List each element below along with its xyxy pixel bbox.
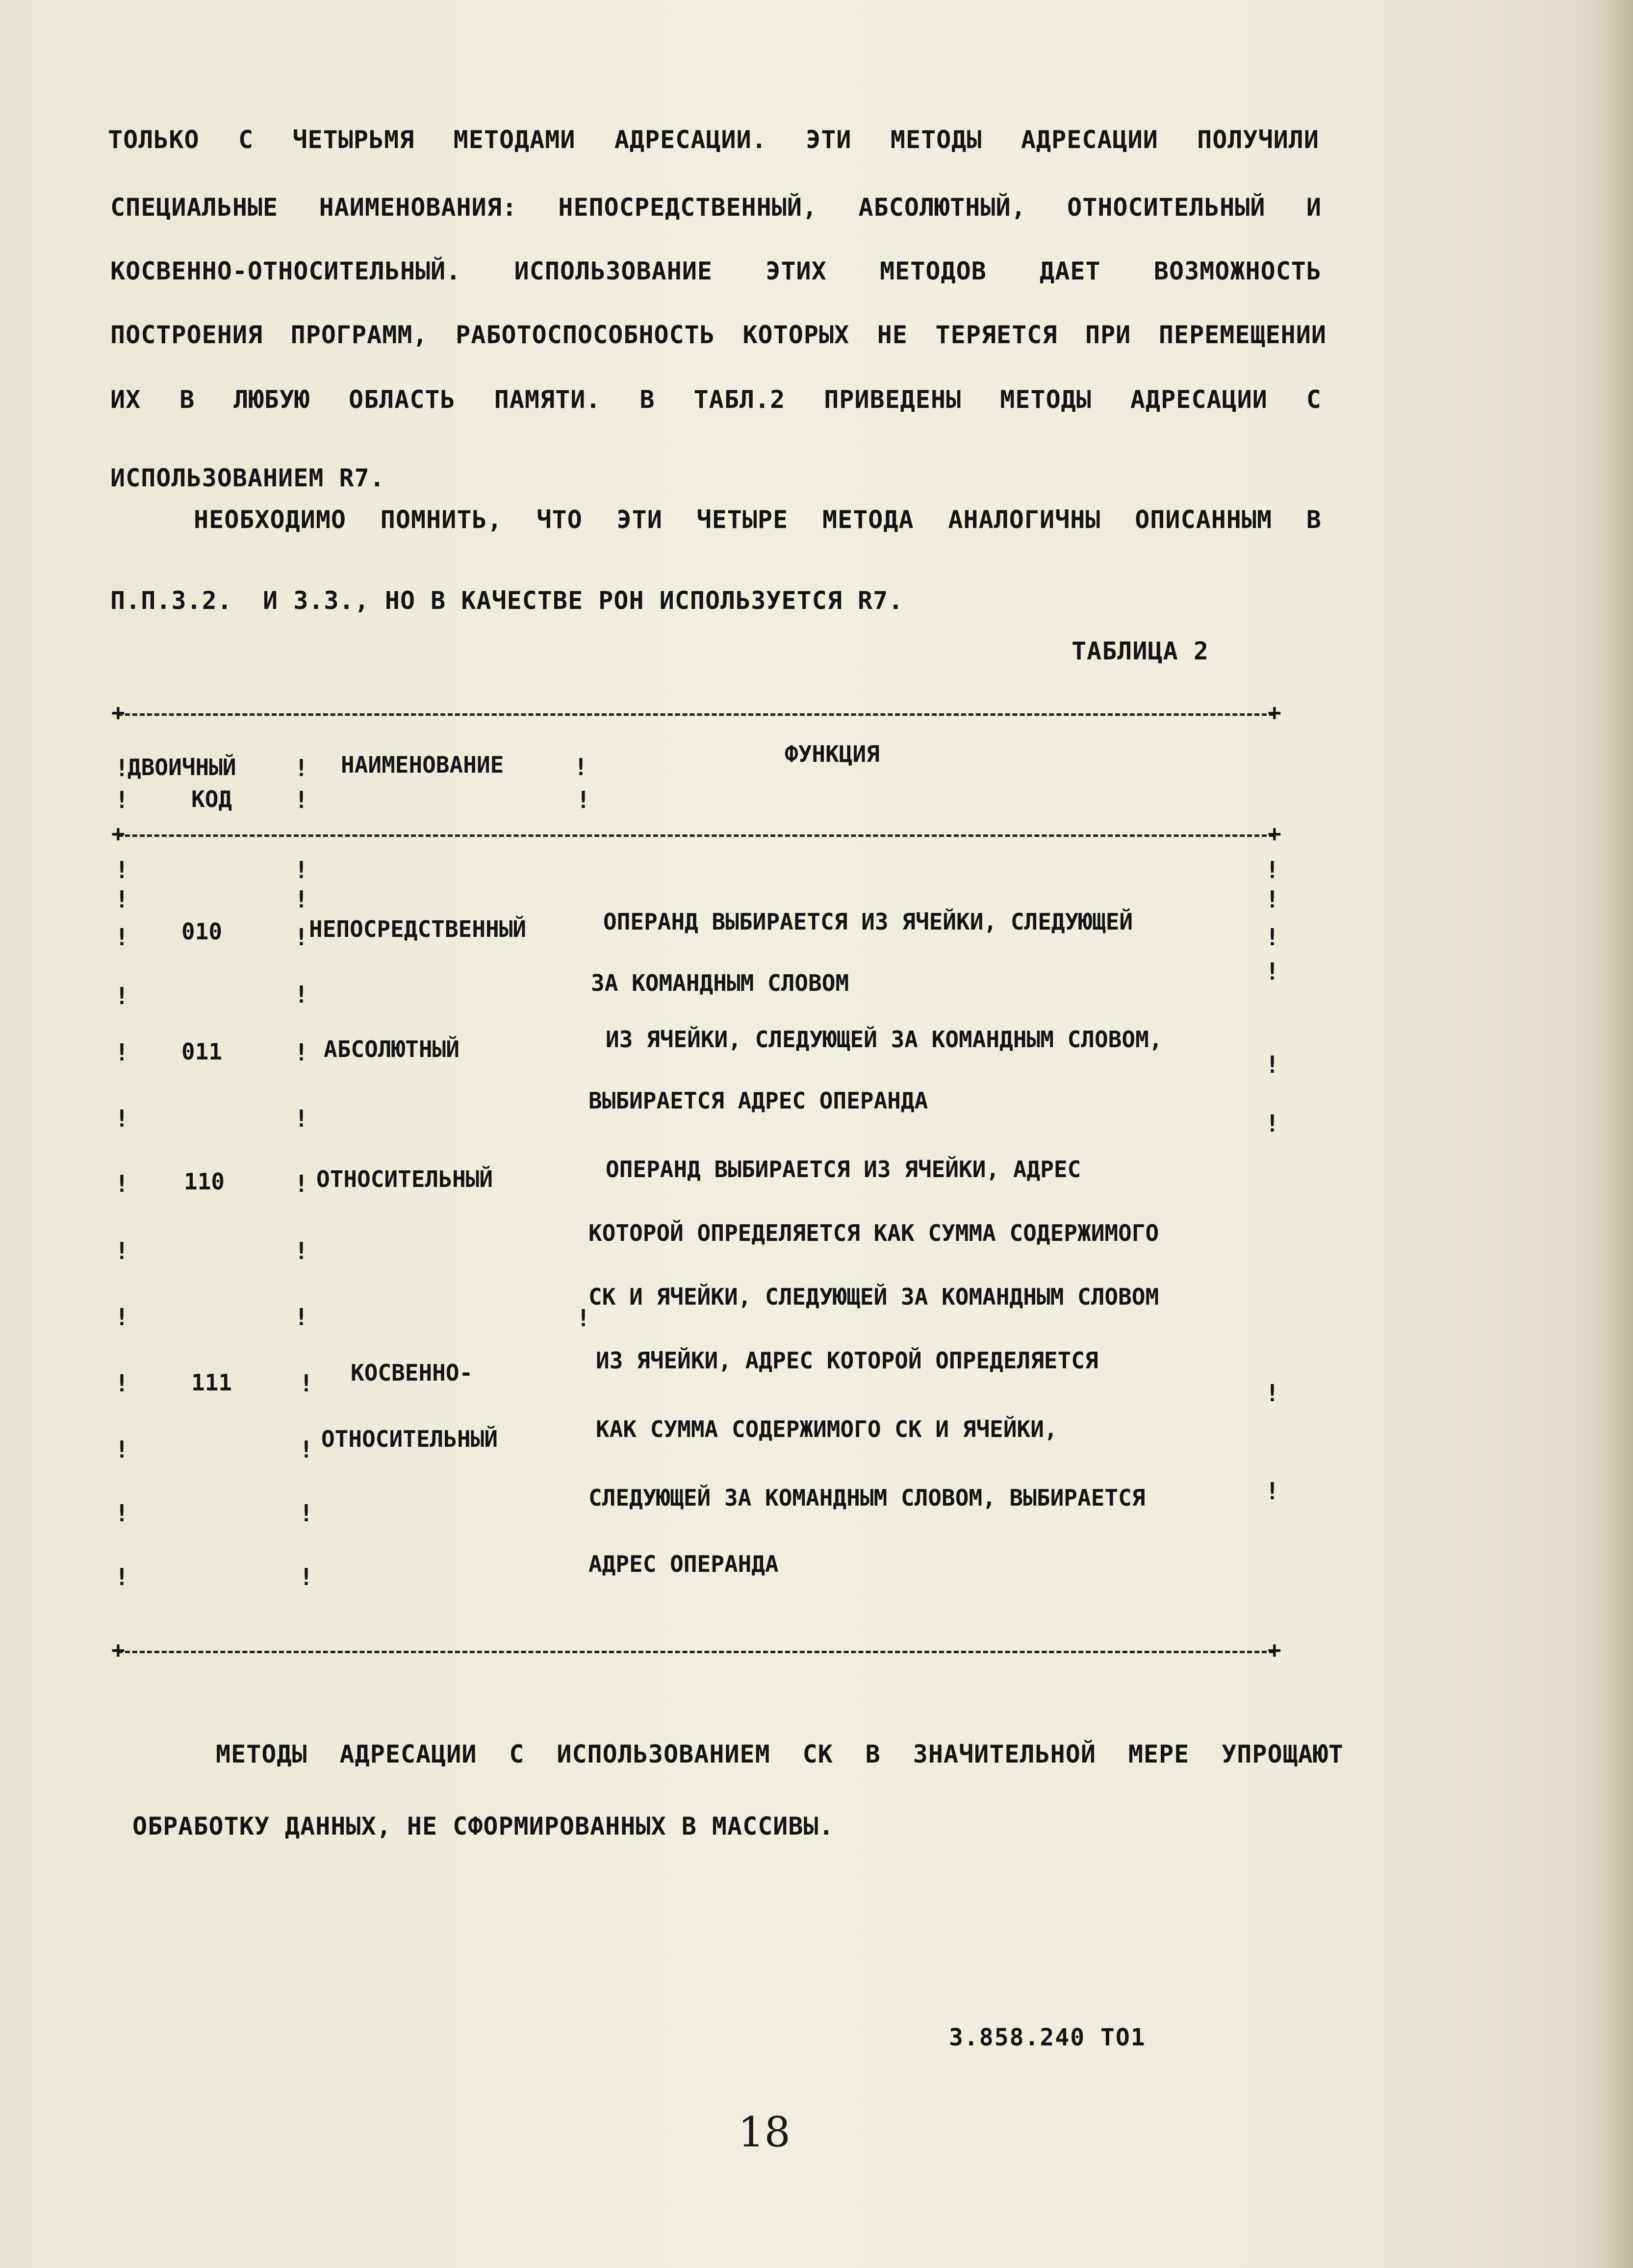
text-line: ПОСТРОЕНИЯ ПРОГРАММ, РАБОТОСПОСОБНОСТЬ КОТОРЫХ НЕ ТЕРЯЕТСЯ ПРИ ПЕРЕМЕЩЕНИИ: [110, 321, 1327, 349]
row-function-line: ИЗ ЯЧЕЙКИ, АДРЕС КОТОРОЙ ОПРЕДЕЛЯЕТСЯ: [596, 1347, 1098, 1374]
table-corner: +: [1268, 820, 1281, 847]
row-name: ОТНОСИТЕЛЬНЫЙ: [316, 1166, 493, 1192]
text-line: ИХ В ЛЮБУЮ ОБЛАСТЬ ПАМЯТИ. В ТАБЛ.2 ПРИВЕДЕНЫ МЕТОДЫ АДРЕСАЦИИ С: [110, 385, 1322, 414]
table-border-mark: !: [115, 1370, 129, 1397]
table-corner: +: [111, 1637, 125, 1663]
text-line: НЕОБХОДИМО ПОМНИТЬ, ЧТО ЭТИ ЧЕТЫРЕ МЕТОДА АНАЛОГИЧНЫ ОПИСАННЫМ В: [194, 505, 1322, 534]
table-border-mark: !: [574, 754, 588, 781]
table-border-mark: !: [1265, 924, 1279, 951]
table-border-mark: !: [115, 755, 129, 782]
table-border-mark: !: [294, 1039, 308, 1066]
row-function-line: АДРЕС ОПЕРАНДА: [588, 1551, 779, 1577]
row-name: НЕПОСРЕДСТВЕННЫЙ: [309, 916, 527, 942]
table-border-mark: !: [1265, 886, 1279, 913]
row-function-line: ВЫБИРАЕТСЯ АДРЕС ОПЕРАНДА: [588, 1087, 928, 1114]
table-border-mark: !: [294, 857, 308, 884]
table-border-mark: !: [294, 886, 308, 913]
table-border-mark: !: [115, 1105, 129, 1133]
row-function-line: КАК СУММА СОДЕРЖИМОГО СК И ЯЧЕЙКИ,: [596, 1416, 1058, 1442]
table-border-mark: !: [115, 1563, 129, 1591]
table-corner: +: [111, 820, 125, 847]
text-line: ИСПОЛЬЗОВАНИЕМ R7.: [110, 464, 385, 492]
text-line: ТОЛЬКО С ЧЕТЫРЬМЯ МЕТОДАМИ АДРЕСАЦИИ. ЭТИ МЕТОДЫ АДРЕСАЦИИ ПОЛУЧИЛИ: [108, 126, 1319, 154]
table-border-mark: !: [299, 1436, 313, 1463]
addressing-methods-table: [111, 699, 1281, 1663]
table-border-mark: !: [1265, 1110, 1279, 1137]
text-line: П.П.3.2. И 3.3., НО В КАЧЕСТВЕ РОН ИСПОЛЬЗУЕТСЯ R7.: [110, 586, 904, 615]
row-code: 011: [181, 1038, 223, 1065]
row-function-line: ИЗ ЯЧЕЙКИ, СЛЕДУЮЩЕЙ ЗА КОМАНДНЫМ СЛОВОМ,: [606, 1026, 1163, 1053]
table-border-mark: !: [576, 786, 590, 814]
text-line: СПЕЦИАЛЬНЫЕ НАИМЕНОВАНИЯ: НЕПОСРЕДСТВЕННЫЙ, АБСОЛЮТНЫЙ, ОТНОСИТЕЛЬНЫЙ И: [110, 193, 1322, 222]
row-function-line: СК И ЯЧЕЙКИ, СЛЕДУЮЩЕЙ ЗА КОМАНДНЫМ СЛОВОМ: [588, 1284, 1159, 1310]
table-border-mark: !: [1265, 1380, 1279, 1407]
page-edge-shadow: [1594, 0, 1633, 2268]
row-code: 110: [184, 1168, 225, 1195]
table-border-mark: !: [294, 924, 308, 951]
table-corner: +: [1268, 1637, 1281, 1663]
table-border-mark: !: [115, 786, 129, 814]
table-border-mark: !: [294, 786, 308, 814]
text-line: КОСВЕННО-ОТНОСИТЕЛЬНЫЙ. ИСПОЛЬЗОВАНИЕ ЭТИХ МЕТОДОВ ДАЕТ ВОЗМОЖНОСТЬ: [110, 257, 1322, 285]
table-border-mark: !: [299, 1563, 313, 1591]
table-border-mark: !: [576, 1305, 590, 1332]
document-number: 3.858.240 ТО1: [949, 2024, 1146, 2051]
table-border-mark: !: [115, 1304, 129, 1331]
row-name: КОСВЕННО-: [351, 1360, 473, 1386]
text-line: МЕТОДЫ АДРЕСАЦИИ С ИСПОЛЬЗОВАНИЕМ СК В ЗНАЧИТЕЛЬНОЙ МЕРЕ УПРОЩАЮТ: [216, 1740, 1344, 1768]
table-border-mark: !: [299, 1500, 313, 1527]
table-header-rule: [118, 834, 1274, 837]
table-caption: ТАБЛИЦА 2: [1072, 637, 1209, 665]
table-border-mark: !: [294, 755, 308, 782]
table-border-mark: !: [294, 981, 308, 1008]
header-code-2: КОД: [191, 786, 232, 812]
header-code: ДВОИЧНЫЙ: [128, 754, 236, 781]
row-code: 111: [191, 1369, 232, 1396]
text-line: ОБРАБОТКУ ДАННЫХ, НЕ СФОРМИРОВАННЫХ В МАССИВЫ.: [132, 1812, 834, 1840]
table-border-mark: !: [115, 886, 129, 913]
header-name: НАИМЕНОВАНИЕ: [341, 752, 504, 778]
table-border-mark: !: [115, 1170, 129, 1198]
table-border-mark: !: [1265, 1051, 1279, 1079]
table-border-mark: !: [115, 1039, 129, 1066]
header-function: ФУНКЦИЯ: [785, 741, 880, 767]
row-function-line: ОПЕРАНД ВЫБИРАЕТСЯ ИЗ ЯЧЕЙКИ, АДРЕС: [606, 1156, 1081, 1183]
table-border-mark: !: [115, 1500, 129, 1527]
table-border-mark: !: [294, 1304, 308, 1331]
table-border-mark: !: [299, 1370, 313, 1397]
table-corner: +: [1268, 699, 1281, 726]
table-border-mark: !: [115, 983, 129, 1010]
table-border-mark: !: [115, 1436, 129, 1463]
table-border-mark: !: [294, 1170, 308, 1198]
table-border-mark: !: [1265, 1478, 1279, 1505]
table-top-rule: [118, 713, 1274, 716]
row-function-line: СЛЕДУЮЩЕЙ ЗА КОМАНДНЫМ СЛОВОМ, ВЫБИРАЕТСЯ: [588, 1485, 1146, 1511]
row-name: ОТНОСИТЕЛЬНЫЙ: [321, 1426, 498, 1452]
page-number: 18: [738, 2108, 791, 2156]
row-function-line: ЗА КОМАНДНЫМ СЛОВОМ: [591, 970, 849, 996]
table-border-mark: !: [1265, 857, 1279, 884]
row-function-line: ОПЕРАНД ВЫБИРАЕТСЯ ИЗ ЯЧЕЙКИ, СЛЕДУЮЩЕЙ: [603, 908, 1133, 935]
table-border-mark: !: [115, 1237, 129, 1265]
table-border-mark: !: [115, 857, 129, 884]
table-border-mark: !: [294, 1105, 308, 1133]
table-border-mark: !: [294, 1237, 308, 1265]
row-name: АБСОЛЮТНЫЙ: [324, 1036, 459, 1062]
table-border-mark: !: [1265, 958, 1279, 985]
row-function-line: КОТОРОЙ ОПРЕДЕЛЯЕТСЯ КАК СУММА СОДЕРЖИМОГО: [588, 1220, 1159, 1246]
table-bottom-rule: [118, 1651, 1274, 1653]
table-corner: +: [111, 699, 125, 726]
table-border-mark: !: [115, 924, 129, 951]
row-code: 010: [181, 918, 223, 945]
